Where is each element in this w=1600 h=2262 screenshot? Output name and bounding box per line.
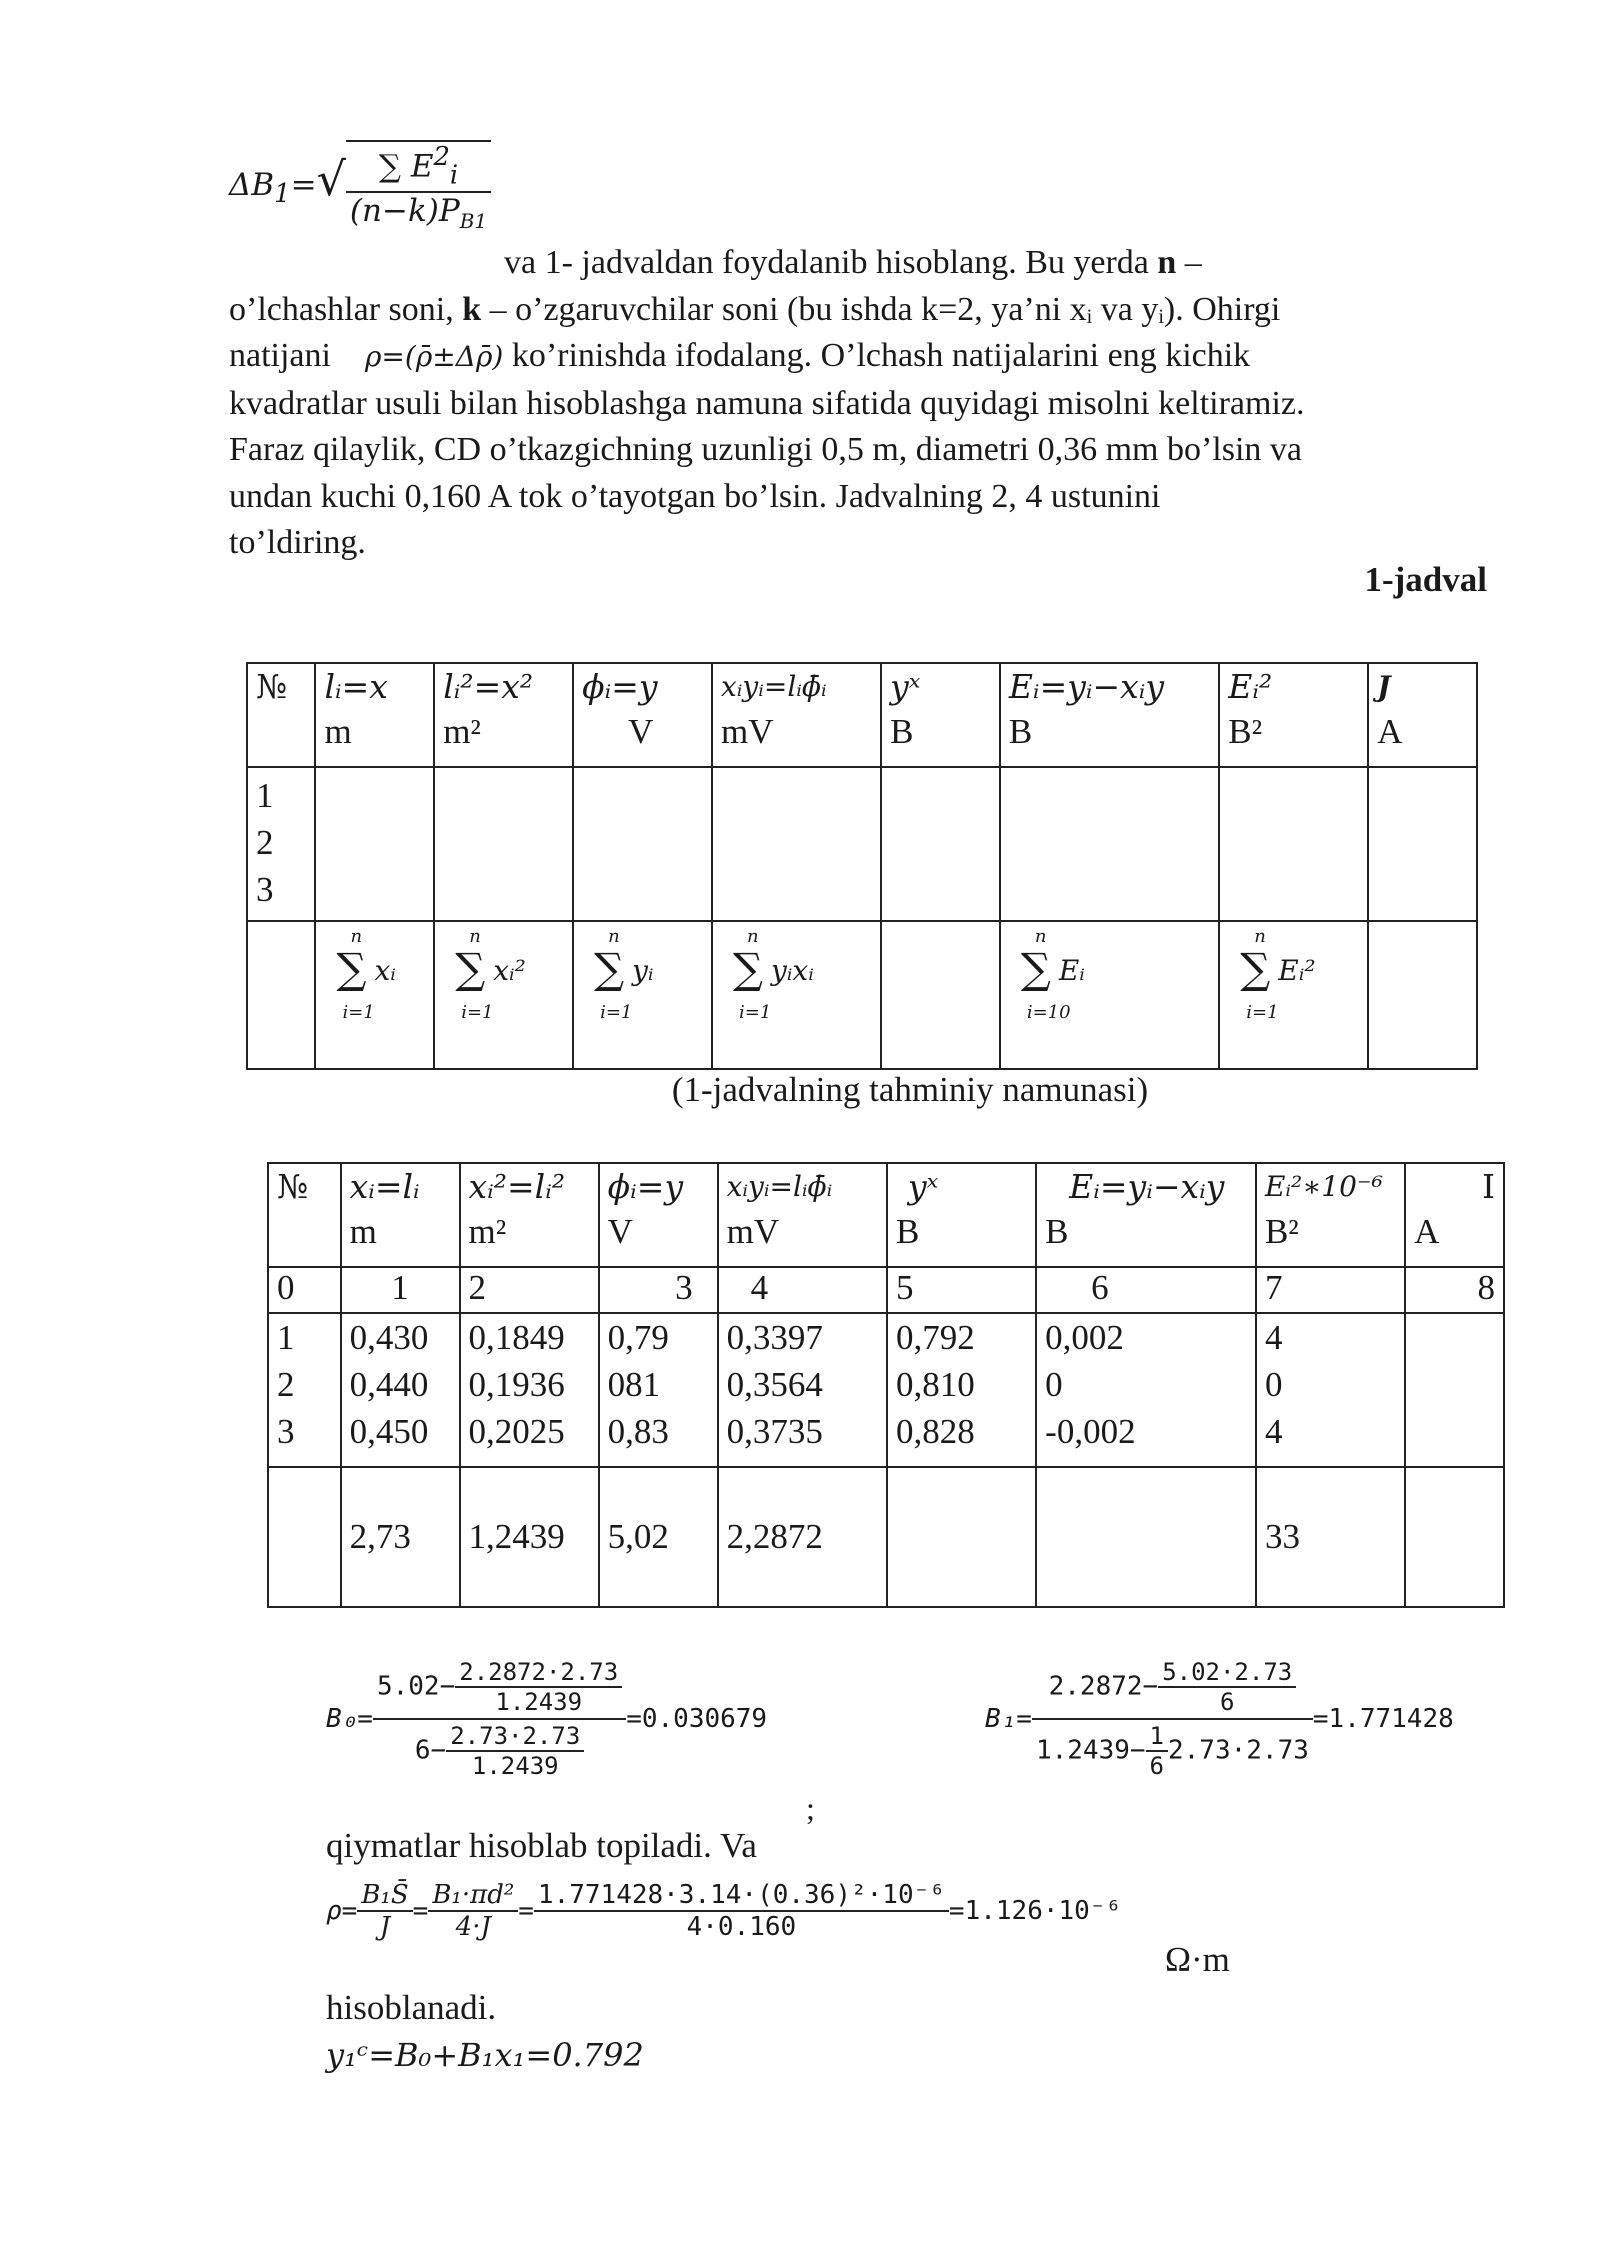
t1-header-sym: lᵢ²=x² (443, 667, 534, 706)
paragraph-line-4: kvadratlar usuli bilan hisoblashga namuna sifatida quyidagi misolni keltiramiz. (229, 384, 1305, 422)
b0-lhs: B₀= (326, 1704, 373, 1734)
t2-header-sym: xᵢ²=lᵢ² (468, 1167, 566, 1206)
delta-b-formula: $\Delta B_1=√$ $\frac{\sum E^2_i}{(n-k)P_{B1}}$ (229, 140, 491, 233)
t2-cell: 0,3397 (726, 1318, 823, 1357)
t1-header-unit: B² (1228, 712, 1263, 751)
y1-formula: y₁ᶜ=B₀+B₁x₁=0.792 (326, 2036, 644, 2074)
t1-header-no: № (256, 667, 288, 706)
paragraph-line-6: undan kuchi 0,160 A tok o’tayotgan bo’lsin. Jadvalning 2, 4 ustunini (229, 477, 1161, 515)
t2-cell: 0,1936 (468, 1365, 565, 1404)
delta-b-den: (n−k)P (349, 192, 460, 229)
t2-header-unit: V (607, 1212, 633, 1251)
delta-b-num-sup: 2 (433, 142, 450, 172)
b1-lhs: B₁= (985, 1704, 1032, 1734)
t2-index-cell: 5 (887, 1267, 1036, 1313)
paragraph-line-5: Faraz qilaylik, CD o’tkazgichning uzunligi 0,5 m, diametri 0,36 mm bo’lsin va (229, 431, 1303, 468)
semicolon: ; (806, 1790, 815, 1826)
paragraph-line-7: to’ldiring. (229, 524, 366, 561)
t2-index-cell: 6 (1036, 1267, 1256, 1313)
t2-cell: 0,002 (1045, 1318, 1124, 1357)
t2-cell: 081 (607, 1365, 661, 1404)
t2-cell: 0,83 (607, 1412, 669, 1451)
t2-index-cell: 0 (268, 1267, 341, 1313)
t2-header-sym: xᵢ=lᵢ (349, 1167, 420, 1206)
t1-sum-cell: n ∑ xᵢ² i=1 (434, 921, 573, 1069)
t1-sum-cell: n ∑ yᵢxᵢ i=1 (712, 921, 881, 1069)
t1-header-unit: B (890, 712, 914, 751)
b0-formula: B₀= 5.02− $\frac{2.2872\cdot 2.73}{1.2439}$ 6− $\frac{2.73\cdot 2.73}{1.2439}$ =0.030679 (326, 1658, 768, 1780)
b1-formula: B₁= 2.2872− $\frac{5.02\cdot 2.73}{6}$ 1.2439− $\frac{1}{6}$ 2.73·2.73 =1.771428 (985, 1658, 1454, 1780)
k-bold: k (462, 290, 482, 328)
t2-header-unit: m (349, 1212, 377, 1251)
delta-b-lhs: ΔB (229, 166, 275, 203)
t2-cell: 0,2025 (468, 1412, 565, 1451)
t1-sum-cell: n ∑ xᵢ i=1 (315, 921, 434, 1069)
t2-cell: 0,430 (349, 1318, 429, 1357)
t2-index-cell: 3 (599, 1267, 718, 1313)
template-table (246, 662, 1478, 1070)
b1-result: =1.771428 (1312, 1704, 1454, 1734)
t2-cell: 0 (1264, 1365, 1283, 1404)
t1-header-unit: m² (443, 712, 481, 751)
t1-sum-cell: n ∑ yᵢ i=1 (573, 921, 712, 1069)
t2-cell: 0,440 (349, 1365, 429, 1404)
t2-index-cell: 7 (1256, 1267, 1405, 1313)
t1-header-unit: V (628, 712, 654, 751)
paragraph-line-3: natijani ρ=(ρ̄±Δρ̄) ko’rinishda ifodalang. O’lchash natijalarini eng kichik (229, 337, 1251, 374)
t1-header-unit: B (1008, 712, 1033, 751)
delta-b-num-sub: i (449, 160, 459, 191)
t1-header-sym: ϕᵢ=y (582, 667, 658, 706)
t2-header-unit: B (895, 1212, 920, 1251)
t2-header-unit: B² (1264, 1212, 1299, 1251)
table-caption: (1-jadvalning tahminiy namunasi) (671, 1070, 1149, 1109)
t2-header-unit: A (1414, 1212, 1440, 1251)
t2-cell: 3 (277, 1412, 295, 1451)
rho-formula: ρ= $\frac{\text{B₁S̄}}{J}$ = $\frac{\text{B₁·πd²}}{4\cdot J}$ = $\frac{\text{1.771428·3.14·(0.36)²·10⁻⁶}}{4\cdot 0.160}$ =1.126·10⁻⁶ (326, 1880, 1122, 1942)
rho-expression: ρ=(ρ̄±Δρ̄) (364, 340, 504, 373)
t1-header-unit: mV (720, 712, 774, 751)
n-bold: n (1157, 244, 1177, 281)
t2-header-sym: xᵢyᵢ=lᵢϕ̄ᵢ (726, 1170, 833, 1203)
t2-sum-cell: 33 (1256, 1467, 1405, 1607)
t2-header-unit: mV (726, 1212, 780, 1251)
t2-header-sym: ϕᵢ=y (607, 1167, 684, 1206)
t2-sum-cell: 2,2872 (718, 1467, 887, 1607)
t2-cell: 0,810 (895, 1365, 975, 1404)
t2-cell: 4 (1264, 1412, 1283, 1451)
t1-header-sym: Eᵢ² (1228, 667, 1273, 706)
delta-b-num: ∑ E (378, 148, 434, 185)
example-table (267, 1162, 1505, 1608)
t1-header-unit: A (1377, 712, 1403, 751)
t2-header-sym: Eᵢ=yᵢ−xᵢy (1069, 1167, 1225, 1206)
t1-row-number: 2 (256, 823, 274, 862)
t2-header-unit: m² (468, 1212, 507, 1251)
t1-row-number: 3 (256, 870, 274, 909)
t2-header-no: № (277, 1167, 309, 1206)
hisoblanadi-line: hisoblanadi. (326, 1988, 497, 2027)
t2-cell: 1 (277, 1318, 295, 1357)
t2-index-cell: 2 (460, 1267, 599, 1313)
table-label: 1-jadval (1364, 560, 1487, 599)
t2-cell: 4 (1264, 1318, 1283, 1357)
t2-index-cell: 4 (718, 1267, 887, 1313)
t2-cell: 0,1849 (468, 1318, 565, 1357)
qiymatlar-line: qiymatlar hisoblab topiladi. Va (326, 1826, 757, 1865)
t2-cell: 0,828 (895, 1412, 975, 1451)
t2-index-cell: 1 (341, 1267, 460, 1313)
intro-paragraph (229, 240, 1487, 567)
t2-sum-cell: 1,2439 (460, 1467, 599, 1607)
t2-cell: 0,79 (607, 1318, 669, 1357)
delta-b-lhs-sub: 1 (274, 179, 291, 210)
t2-header-unit: B (1045, 1212, 1069, 1251)
rho-result: =1.126·10⁻⁶ (948, 1896, 1122, 1926)
t2-index-cell: 8 (1405, 1267, 1504, 1313)
t1-header-sym: lᵢ=x (324, 667, 388, 706)
t1-header-sym: yˣ (890, 667, 921, 706)
t1-header-unit: m (324, 712, 352, 751)
t2-cell: 0,3735 (726, 1412, 823, 1451)
t2-cell: 0,792 (895, 1318, 975, 1357)
t1-sum-cell: n ∑ Eᵢ i=10 (1000, 921, 1219, 1069)
t2-header-sym: yˣ (907, 1167, 939, 1206)
t2-header-sym: Eᵢ²∗10⁻⁶ (1264, 1170, 1383, 1203)
t1-header-sym: Eᵢ=yᵢ−xᵢy (1008, 667, 1165, 706)
rho-unit: Ω·m (1165, 1940, 1230, 1979)
t1-header-sym: J (1377, 670, 1391, 703)
t1-sum-cell: n ∑ Eᵢ² i=1 (1219, 921, 1368, 1069)
t2-header-sym: I (1481, 1167, 1495, 1206)
t2-sum-cell: 2,73 (341, 1467, 460, 1607)
paragraph-line-2: o’lchashlar soni, k – o’zgaruvchilar soni (bu ishda k=2, ya’ni xᵢ va yᵢ). Ohirgi (229, 290, 1281, 328)
t1-header-sym: xᵢyᵢ=lᵢϕ̄ᵢ (720, 670, 827, 703)
delta-b-den-sub: B1 (459, 208, 488, 233)
t2-cell: -0,002 (1045, 1412, 1136, 1451)
t2-sum-cell: 5,02 (599, 1467, 718, 1607)
t2-cell: 0 (1045, 1365, 1063, 1404)
t2-cell: 2 (277, 1365, 295, 1404)
t2-cell: 0,450 (349, 1412, 429, 1451)
b0-result: =0.030679 (626, 1704, 768, 1734)
paragraph-line-1: va 1- jadvaldan foydalanib hisoblang. Bu yerda n – (504, 244, 1202, 281)
t2-cell: 0,3564 (726, 1365, 823, 1404)
t1-row-number: 1 (256, 776, 274, 815)
